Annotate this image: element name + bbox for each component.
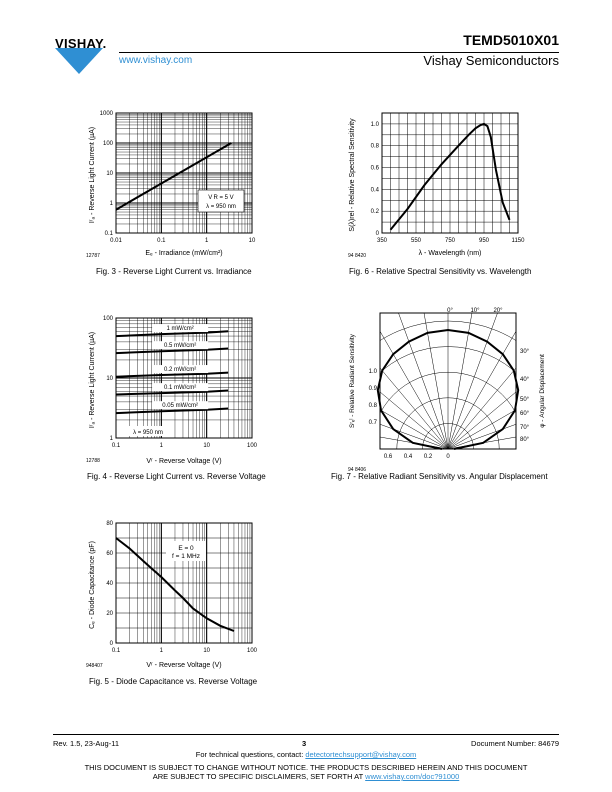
fig7-code: 94 8406 [348,467,367,473]
fig5-xtick: 100 [246,648,258,654]
fig4-series-label: 0.05 mW/cm² [162,403,198,410]
fig5-ytick: 60 [106,551,113,557]
fig4-series-label: 1 mW/cm² [166,326,194,333]
fig4-ytick: 10 [106,376,113,382]
fig7-angle-tick: 10° [470,308,480,314]
fig6-code: 94 8420 [348,253,367,259]
fig7-angle-tick: 70° [520,425,530,431]
fig6-xtick: 950 [478,238,490,244]
fig5-xtick: 10 [203,648,211,654]
fig3-ytick: 0.1 [104,231,113,237]
fig7-bottom-tick: 0 [446,454,450,460]
fig7-rtick: 0.9 [368,386,377,392]
fig3-box-line1: V R = 5 V [208,195,234,201]
company-name: Vishay Semiconductors [423,53,559,68]
fig3-caption: Fig. 3 - Reverse Light Current vs. Irradiance [96,267,252,276]
fig5-ytick: 80 [106,521,113,527]
fig5-ytick: 0 [109,641,113,647]
fig7-angle-tick: 80° [520,437,530,443]
fig4-series-label: 0.1 mW/cm² [163,385,197,392]
fig7-angle-tick: 60° [520,411,530,417]
fig6-ytick: 0.8 [370,143,379,150]
fig7-caption: Fig. 7 - Relative Radiant Sensitivity vs. Angular Displacement [331,472,548,481]
fig6-ytick: 0.2 [370,209,379,216]
fig7-y2label: φ - Angular Displacement [539,354,546,428]
fig5-chart [80,515,280,675]
fig4-series-label: 0.2 mW/cm² [163,367,197,374]
footer-rule [53,734,559,735]
support-email-link[interactable]: detectortechsupport@vishay.com [305,750,417,759]
fig7-rtick: 0.7 [368,420,377,426]
document-number: Document Number: 84679 [471,739,559,748]
revision-text: Rev. 1.5, 23-Aug-11 [53,739,120,748]
questions-prefix: For technical questions, contact: [195,750,306,759]
fig7-rtick: 1.0 [368,369,377,375]
fig4-code: 12788 [86,458,100,464]
fig5-box-line2: f = 1 MHz [172,553,200,560]
fig5-box-line1: E = 0 [178,545,194,552]
fig7-bottom-tick: 0.6 [383,454,393,460]
fig4-series-label: 0.5 mW/cm² [163,343,197,350]
fig7-bottom-tick: 0.2 [423,454,433,460]
fig5-ytick: 20 [106,611,113,617]
fig3-xtick: 1 [204,238,209,244]
fig4-chart [80,310,280,470]
fig7-angle-tick: 40° [520,377,530,383]
fig6-ylabel: S(λ)rel - Relative Spectral Sensitivity [349,118,356,232]
fig6-ytick: 0.4 [370,187,379,194]
fig4-xlabel: Vʳ - Reverse Voltage (V) [146,458,222,465]
fig5-ytick: 40 [106,581,113,587]
fig5-xtick: 1 [159,648,164,654]
fig3-box-line2: λ = 950 nm [206,204,236,210]
fig7-angle-tick: 0° [447,308,453,314]
vishay-logo-text: VISHAY. [55,36,107,51]
fig5-caption: Fig. 5 - Diode Capacitance vs. Reverse Voltage [89,677,258,686]
fig3-ytick: 1 [109,201,113,207]
website-link[interactable]: www.vishay.com [119,55,193,66]
fig7-angle-tick: 30° [520,349,530,355]
fig3-xlabel: Eₑ - Irradiance (mW/cm²) [145,250,223,257]
fig7-ylabel: Sʳₑˡ - Relative Radiant Sensitivity [349,334,356,428]
fig3-xtick: 10 [248,238,256,244]
fig7-chart [340,305,546,473]
fig3-ytick: 1000 [99,111,113,117]
fig6-xtick: 750 [444,238,456,244]
fig7-bottom-tick: 0.4 [403,454,413,460]
fig4-ytick: 100 [102,316,113,322]
fig6-xtick: 550 [410,238,422,244]
disclaimer-prefix: ARE SUBJECT TO SPECIFIC DISCLAIMERS, SET FORTH AT [152,772,366,781]
fig4-series-line [116,373,228,377]
fig3-xtick: 0.1 [157,238,166,244]
fig4-ytick: 1 [109,436,113,442]
fig3-xtick: 0.01 [110,238,122,244]
fig6-ytick: 1.0 [370,121,379,128]
disclaimer-line-2 [0,772,612,781]
fig4-lambda-label: λ = 950 nm [133,430,163,436]
fig5-xtick: 0.1 [111,648,121,654]
fig7-rtick: 0.8 [368,403,377,409]
fig6-ytick: 0 [375,231,379,237]
fig6-ytick: 0.6 [370,165,379,172]
part-number: TEMD5010X01 [463,32,559,48]
page-number: 3 [302,739,307,748]
fig6-caption: Fig. 6 - Relative Spectral Sensitivity vs. Wavelength [349,267,532,276]
fig6-xtick: 350 [376,238,388,244]
questions-line [0,750,612,759]
fig3-code: 12787 [86,253,100,259]
fig3-ylabel: Iʳₐ - Reverse Light Current (µA) [89,126,96,224]
disclaimer-link[interactable]: www.vishay.com/doc?91000 [365,772,460,781]
fig7-angle-tick: 20° [493,308,503,314]
fig6-xlabel: λ - Wavelength (nm) [418,250,482,257]
fig4-xtick: 1 [159,443,164,449]
fig4-caption: Fig. 4 - Reverse Light Current vs. Reverse Voltage [87,472,266,481]
fig7-angle-tick: 50° [520,397,530,403]
fig5-xlabel: Vʳ - Reverse Voltage (V) [146,662,222,669]
fig3-chart [80,105,280,265]
fig5-ylabel: Cₑ - Diode Capacitance (pF) [89,541,96,629]
fig4-xtick: 100 [246,443,258,449]
fig5-code: 948407 [86,663,103,669]
disclaimer-line-1: THIS DOCUMENT IS SUBJECT TO CHANGE WITHOUT NOTICE. THE PRODUCTS DESCRIBED HEREIN AND THIS DOCUMENT [84,763,528,772]
fig6-xtick: 1150 [511,238,525,244]
fig3-ytick: 100 [102,141,113,147]
fig6-chart [340,105,540,265]
fig4-xtick: 0.1 [111,443,121,449]
fig4-xtick: 10 [203,443,211,449]
fig3-ytick: 10 [106,171,113,177]
fig4-ylabel: Iʳₐ - Reverse Light Current (µA) [89,331,96,429]
